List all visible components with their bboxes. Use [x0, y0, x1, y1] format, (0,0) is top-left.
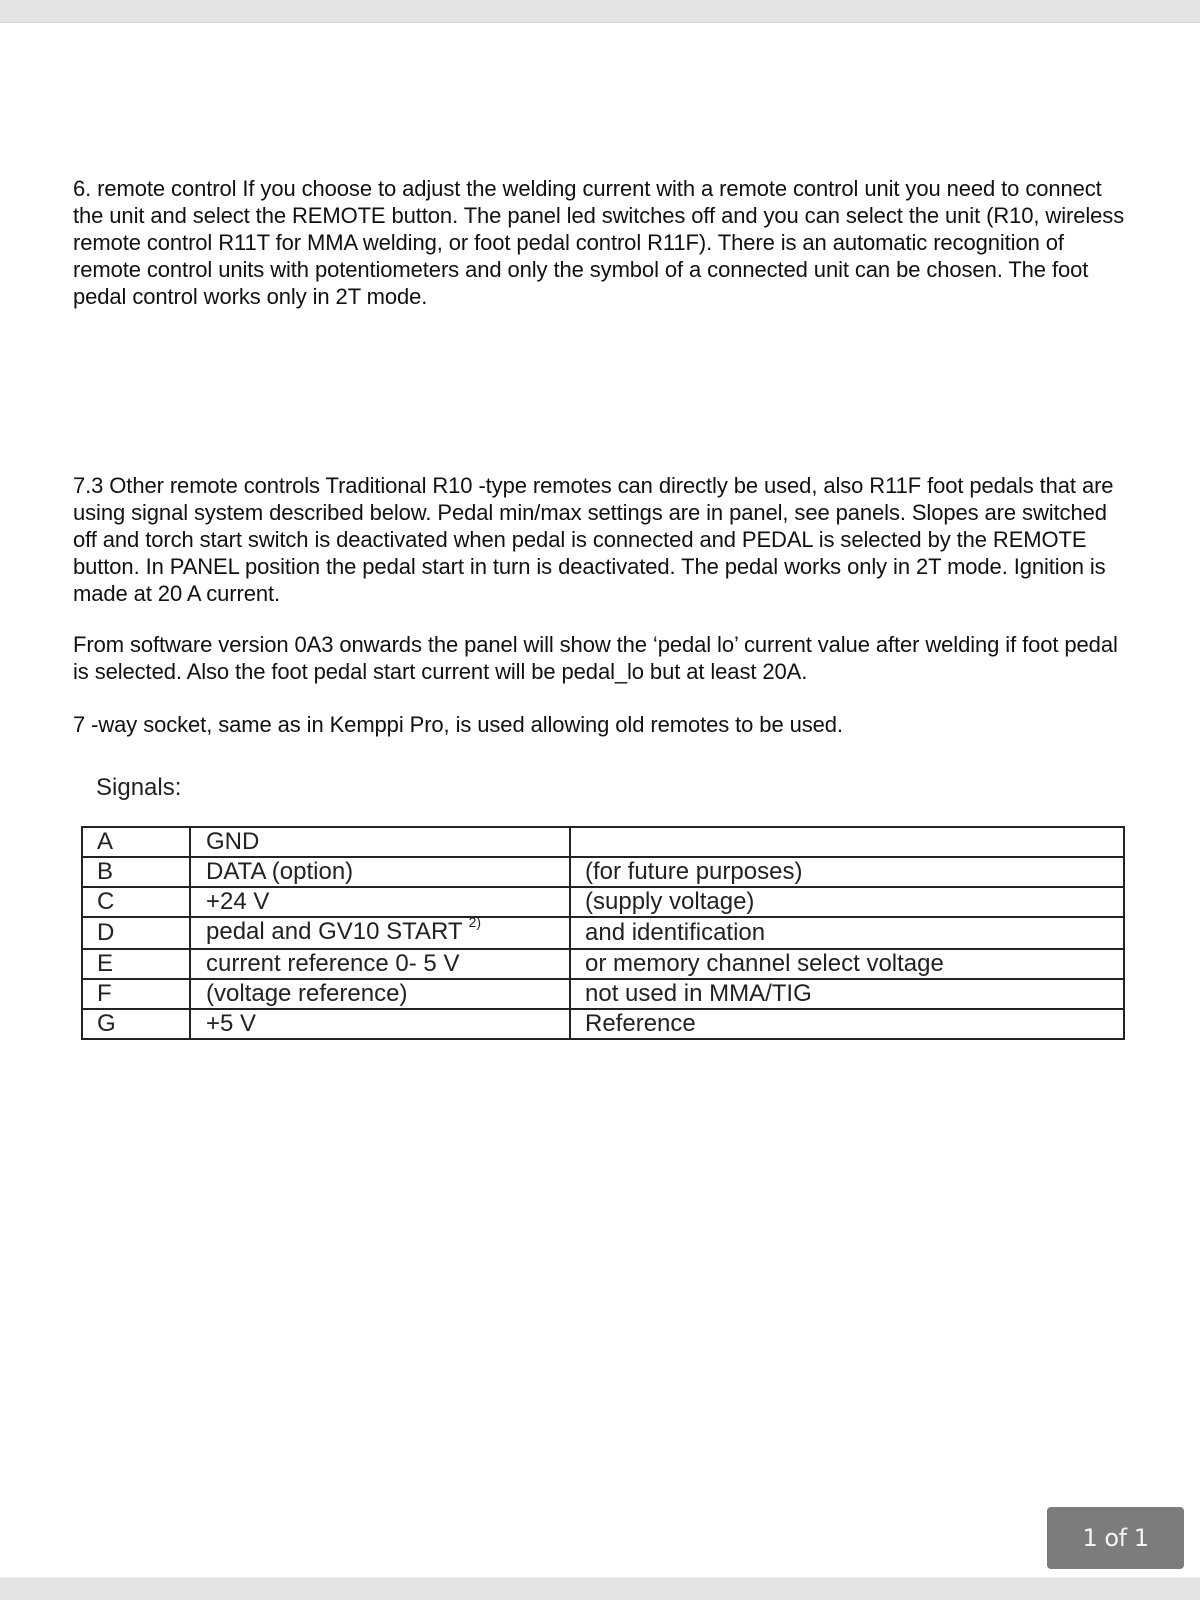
signal-cell [190, 914, 570, 949]
signal-text: +24 V [206, 888, 270, 915]
paragraph-other-remote-controls: 7.3 Other remote controls Traditional R10 -type remotes can directly be used, also R11F foot pedals that are using signal system described below. Pedal min/max settings are in panel, see panels. Slopes are switched off and torch start switch is deactivated when pedal is connected and PEDAL is selected by the REMOTE button. In PANEL position the pedal start in turn is deactivated. The pedal works only in 2T mode. Ignition is made at 20 A current. [73, 473, 1114, 606]
table-row [82, 979, 1124, 1009]
signals-label: Signals: [96, 774, 182, 801]
pin-cell: G [82, 1009, 190, 1039]
pin-cell: E [82, 949, 190, 979]
pin-cell: D [82, 917, 190, 949]
table-row [82, 857, 1124, 887]
table-row [82, 917, 1124, 949]
signal-text: DATA (option) [206, 858, 354, 885]
signal-cell [190, 1009, 570, 1039]
signal-cell [190, 949, 570, 979]
pin-cell: F [82, 979, 190, 1009]
viewer-top-bar [0, 0, 1200, 23]
viewer-bottom-bar [0, 1577, 1200, 1600]
signal-cell [190, 979, 570, 1009]
pin-cell: B [82, 857, 190, 887]
table-row [82, 1009, 1124, 1039]
footnote-marker: 2) [468, 914, 482, 930]
paragraph-software-version: From software version 0A3 onwards the panel will show the ‘pedal lo’ current value after welding if foot pedal is selected. Also the foot pedal start current will be pedal_lo but at least 20A. [73, 632, 1118, 684]
note-cell [570, 827, 1124, 857]
note-cell: (for future purposes) [570, 857, 1124, 887]
table-row [82, 949, 1124, 979]
signal-cell [190, 887, 570, 917]
pin-cell: C [82, 887, 190, 917]
signal-text: (voltage reference) [206, 980, 408, 1007]
page-indicator: 1 of 1 [1047, 1507, 1184, 1569]
signal-cell [190, 857, 570, 887]
signal-text: +5 V [206, 1010, 257, 1037]
table-row [82, 827, 1124, 857]
note-cell: or memory channel select voltage [570, 949, 1124, 979]
signal-text: GND [206, 828, 260, 855]
table-row [82, 887, 1124, 917]
note-cell: Reference [570, 1009, 1124, 1039]
signal-cell [190, 827, 570, 857]
note-cell: (supply voltage) [570, 887, 1124, 917]
paragraph-socket-info: 7 -way socket, same as in Kemppi Pro, is used allowing old remotes to be used. [73, 712, 843, 737]
signal-text: pedal and GV10 START [206, 918, 463, 945]
paragraph-remote-control: 6. remote control If you choose to adjust the welding current with a remote control unit you need to connect the unit and select the REMOTE button. The panel led switches off and you can select the unit (R10, wireless remote control R11T for MMA welding, or foot pedal control R11F). There is an automatic recognition of remote control units with potentiometers and only the symbol of a connected unit can be chosen. The foot pedal control works only in 2T mode. [73, 176, 1125, 309]
signal-text: current reference 0- 5 V [206, 950, 460, 977]
pin-cell: A [82, 827, 190, 857]
signals-table [81, 826, 1125, 1040]
note-cell: and identification [570, 917, 1124, 949]
note-cell: not used in MMA/TIG [570, 979, 1124, 1009]
